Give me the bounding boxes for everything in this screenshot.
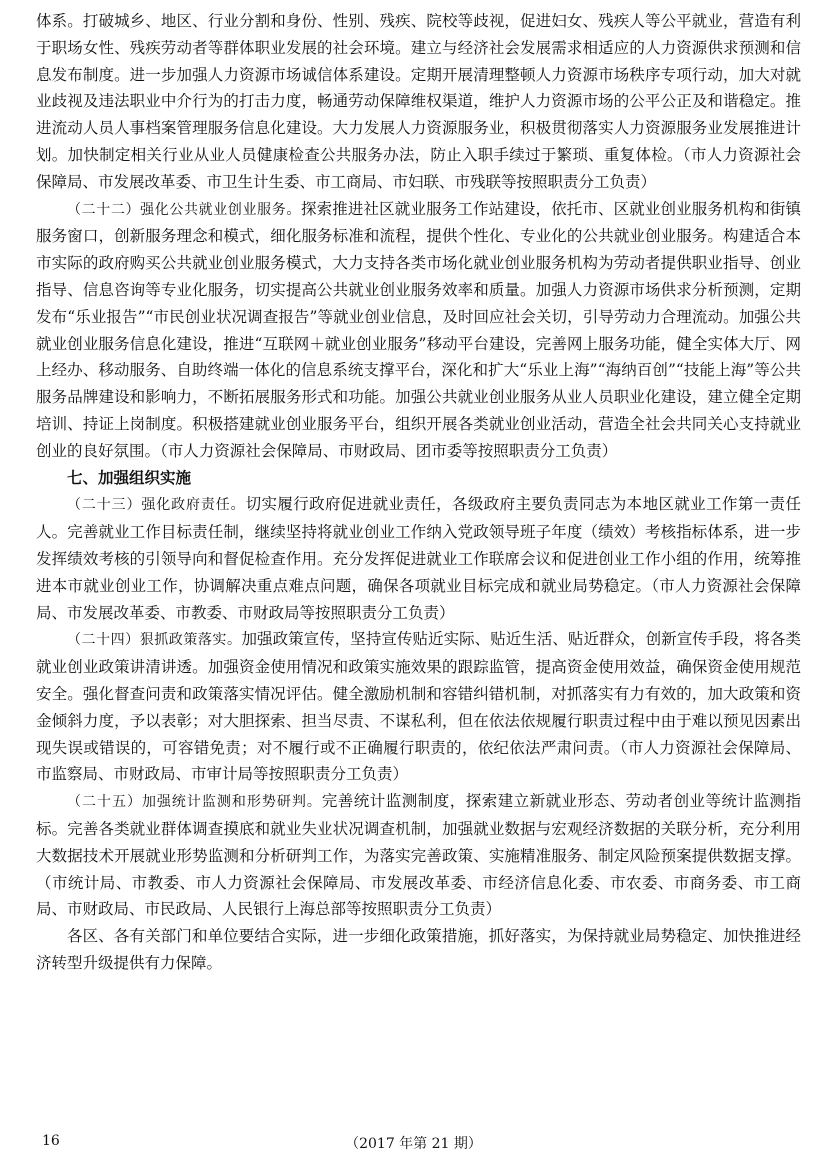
paragraph-body: 切实履行政府促进就业责任，各级政府主要负责同志为本地区就业工作第一责任人。完善就业工作目标责任制，继续坚持将就业创业工作纳入党政领导班子年度（绩效）考核指标体系，进一步发挥绩效考核的引领导向和督促检查作用。充分发挥促进就业工作联席会议和促进创业工作小组的作用，统筹推进本市就业创业工作，协调解决重点难点问题，确保各项就业目标完成和就业局势稳定。（市人力资源社会保障局、市发展改革委、市教委、市财政局等按照职责分工负责） <box>36 495 801 622</box>
paragraph-continued <box>36 8 801 196</box>
paragraph-body: 探索推进社区就业服务工作站建设，依托市、区就业创业服务机构和街镇服务窗口，创新服务理念和模式，细化服务标准和流程，提供个性化、专业化的公共就业创业服务。构建适合本市实际的政府购买公共就业创业服务模式，大力支持各类市场化就业创业服务机构为劳动者提供职业指导、创业指导、信息咨询等专业化服务，切实提高公共就业创业服务效率和质量。加强人力资源市场供求分析预测，定期发布“乐业报告”“市民创业状况调查报告”等就业创业信息，及时回应社会关切，引导劳动力合理流动。加强公共就业创业服务信息化建设，推进“互联网＋就业创业服务”移动平台建设，完善网上服务功能，健全实体大厅、网上经办、移动服务、自助终端一体化的信息系统支撑平台，深化和扩大“乐业上海”“海纳百创”“技能上海”等公共服务品牌建设和影响力，不断拓展服务形式和功能。加强公共就业创业服务从业人员职业化建设，建立健全定期培训、持证上岗制度。积极搭建就业创业服务平台，组织开展各类就业创业活动，营造全社会共同关心支持就业创业的良好氛围。（市人力资源社会保障局、市财政局、团市委等按照职责分工负责） <box>36 199 801 460</box>
paragraph-lead: （二十四）狠抓政策落实。 <box>67 632 242 649</box>
paragraph-23 <box>36 491 801 626</box>
paragraph-lead: （二十五）加强统计监测和形势研判。 <box>67 794 322 811</box>
paragraph-25 <box>36 788 801 923</box>
document-page <box>36 8 801 977</box>
paragraph-24 <box>36 626 801 788</box>
paragraph-body: 体系。打破城乡、地区、行业分割和身份、性别、残疾、院校等歧视，促进妇女、残疾人等公平就业，营造有利于职场女性、残疾劳动者等群体职业发展的社会环境。建立与经济社会发展需求相适应的人力资源供求预测和信息发布制度。进一步加强人力资源市场诚信体系建设。定期开展清理整顿人力资源市场秩序专项行动，加大对就业歧视及违法职业中介行为的打击力度，畅通劳动保障维权渠道，维护人力资源市场的公平公正及和谐稳定。推进流动人员人事档案管理服务信息化建设。大力发展人力资源服务业，积极贯彻落实人力资源服务业发展推进计划。加快制定相关行业从业人员健康检查公共服务办法，防止入职手续过于繁琐、重复体检。（市人力资源社会保障局、市发展改革委、市卫生计生委、市工商局、市妇联、市残联等按照职责分工负责） <box>36 12 801 191</box>
paragraph-body: 完善统计监测制度，探索建立新就业形态、劳动者创业等统计监测指标。完善各类就业群体调查摸底和就业失业状况调查机制，加强就业数据与宏观经济数据的关联分析，充分利用大数据技术开展就业形势监测和分析研判工作，为落实完善政策、实施精准服务、制定风险预案提供数据支撑。（市统计局、市教委、市人力资源社会保障局、市发展改革委、市经济信息化委、市农委、市商务委、市工商局、市财政局、市民政局、人民银行上海总部等按照职责分工负责） <box>36 792 801 919</box>
page-number: 16 <box>42 1133 60 1149</box>
issue-label: （2017 年第 21 期） <box>345 1136 482 1152</box>
paragraph-body: 各区、各有关部门和单位要结合实际，进一步细化政策措施，抓好落实，为保持就业局势稳定、加快推进经济转型升级提供有力保障。 <box>36 927 801 972</box>
section-heading: 七、加强组织实施 <box>67 468 192 487</box>
paragraph-22 <box>36 196 801 465</box>
paragraph-body: 加强政策宣传，坚持宣传贴近实际、贴近生活、贴近群众，创新宣传手段，将各类就业创业政策讲清讲透。加强资金使用情况和政策实施效果的跟踪监管，提高资金使用效益，确保资金使用规范安全。强化督查问责和政策落实情况评估。健全激励机制和容错纠错机制，对抓落实有力有效的，加大政策和资金倾斜力度，予以表彰；对大胆探索、担当尽责、不谋私利，但在依法依规履行职责过程中由于难以预见因素出现失误或错误的，可容错免责；对不履行或不正确履行职责的，依纪依法严肃问责。（市人力资源社会保障局、市监察局、市财政局、市审计局等按照职责分工负责） <box>36 630 801 784</box>
paragraph-lead: （二十三）强化政府责任。 <box>67 497 246 514</box>
paragraph-lead: （二十二）强化公共就业创业服务。 <box>67 201 302 218</box>
paragraph-closing <box>36 923 801 977</box>
